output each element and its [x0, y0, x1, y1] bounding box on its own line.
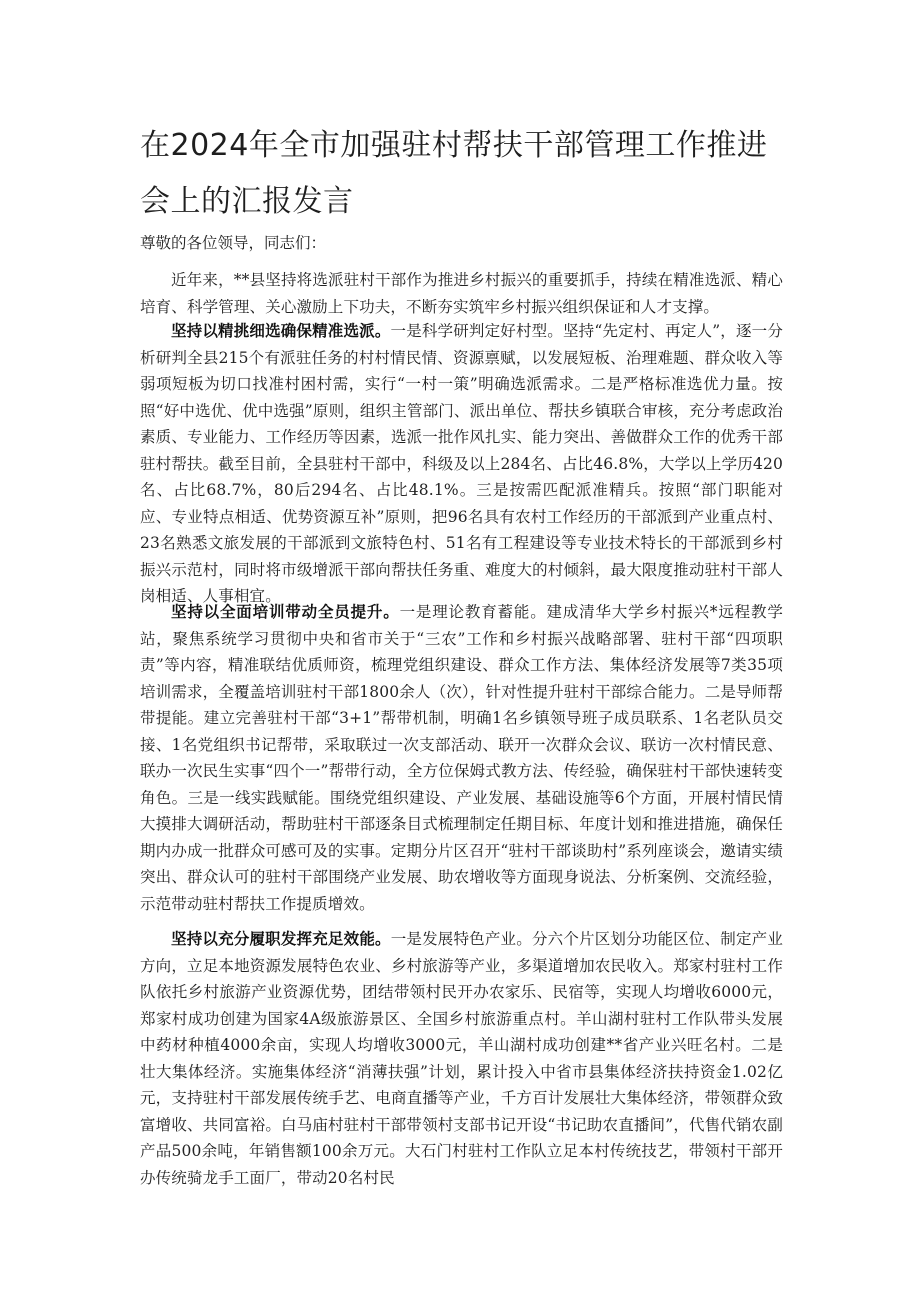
paragraph-intro	[140, 267, 783, 320]
salutation: 尊敬的各位领导，同志们：	[140, 234, 327, 252]
paragraph-lead: 坚持以精挑细选确保精准选派。	[171, 321, 391, 340]
paragraph-text: 一是发展特色产业。分六个片区划分功能区位、制定产业方向，立足本地资源发展特色农业、乡村旅游等产业，多渠道增加农民收入。郑家村驻村工作队依托乡村旅游产业资源优势，团结带领村民开办农家乐、民宿等，实现人均增收6000元，郑家村成功创建为国家4A级旅游景区、全国乡村旅游重点村。羊山湖村驻村工作队带头发展中药材种植4000余亩，实现人均增收3000元，羊山湖村成功创建**省产业兴旺名村。二是壮大集体经济。实施集体经济“消薄扶强”计划，累计投入中省市县集体经济扶持资金1.02亿元，支持驻村干部发展传统手艺、电商直播等产业，千方百计发展壮大集体经济，带领群众致富增收、共同富裕。白马庙村驻村干部带领村支部书记开设“书记助农直播间”，代售代销农副产品500余吨，年销售额100余万元。大石门村驻村工作队立足本村传统技艺，带领村干部开办传统骑龙手工面厂，带动20名村民	[140, 930, 783, 1187]
paragraph-lead: 坚持以充分履职发挥充足效能。	[171, 929, 391, 948]
paragraph-text: 一是理论教育蓄能。建成清华大学乡村振兴*远程教学站，聚焦系统学习贯彻中央和省市关于“三农”工作和乡村振兴战略部署、驻村干部“四项职责”等内容，精准联结优质师资，梳理党组织建设、群众工作方法、集体经济发展等7类35项培训需求，全覆盖培训驻村干部1800余人（次），针对性提升驻村干部综合能力。二是导师帮带提能。建立完善驻村干部“3+1”帮带机制，明确1名乡镇领导班子成员联系、1名老队员交接、1名党组织书记帮带，采取联过一次支部活动、联开一次群众会议、联访一次村情民意、联办一次民生实事“四个一”帮带行动，全方位保姆式教方法、传经验，确保驻村干部快速转变角色。三是一线实践赋能。围绕党组织建设、产业发展、基础设施等6个方面，开展村情民情大摸排大调研活动，帮助驻村干部逐条目式梳理制定任期目标、年度计划和推进措施，确保任期内办成一批群众可感可及的实事。定期分片区召开“驻村干部谈助村”系列座谈会，邀请实绩突出、群众认可的驻村干部围绕产业发展、助农增收等方面现身说法、分析案例、交流经验，示范带动驻村帮扶工作提质增效。	[140, 603, 783, 913]
paragraph-lead: 坚持以全面培训带动全员提升。	[171, 602, 400, 621]
paragraph-training	[140, 599, 783, 917]
paragraph-selection	[140, 318, 783, 610]
paragraph-text: 近年来，**县坚持将选派驻村干部作为推进乡村振兴的重要抓手，持续在精准选派、精心培育、科学管理、关心激励上下功夫，不断夯实筑牢乡村振兴组织保证和人才支撑。	[140, 271, 783, 316]
paragraph-performance	[140, 926, 783, 1300]
document-title: 在2024年全市加强驻村帮扶干部管理工作推进会上的汇报发言	[140, 128, 768, 219]
paragraph-text: 一是科学研判定好村型。坚持“先定村、再定人”，逐一分析研判全县215个有派驻任务的村村情民情、资源禀赋，以发展短板、治理难题、群众收入等弱项短板为切口找准村困村需，实行“一村一策”明确选派需求。二是严格标准选优力量。按照“好中选优、优中选强”原则，组织主管部门、派出单位、帮扶乡镇联合审核，充分考虑政治素质、专业能力、工作经历等因素，选派一批作风扎实、能力突出、善做群众工作的优秀干部驻村帮扶。截至目前，全县驻村干部中，科级及以上284名、占比46.8%，大学以上学历420名、占比68.7%，80后294名、占比48.1%。三是按需匹配派准精兵。按照“部门职能对应、专业特点相适、优势资源互补”原则，把96名具有农村工作经历的干部派到产业重点村、23名熟悉文旅发展的干部派到文旅特色村、51名有工程建设等专业技术特长的干部派到乡村振兴示范村，同时将市级增派干部向帮扶任务重、难度大的村倾斜，最大限度推动驻村干部人岗相适、人事相宜。	[140, 322, 783, 605]
